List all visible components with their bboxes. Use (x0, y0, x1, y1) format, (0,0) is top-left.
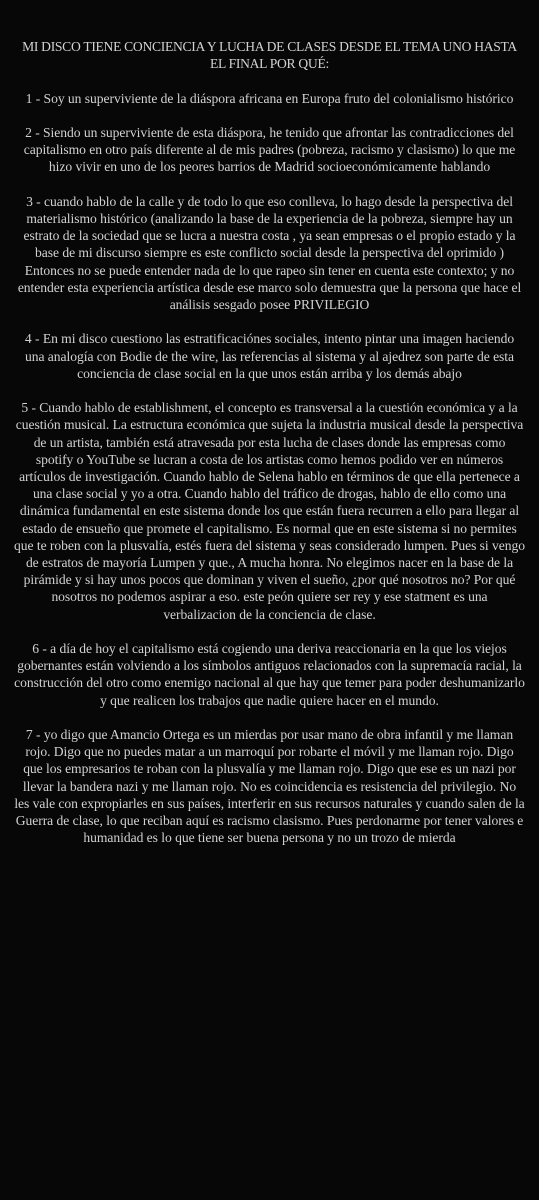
paragraph-6: 6 - a día de hoy el capitalismo está cogiendo una deriva reaccionaria en la que los viejos gobernantes están volviendo a los símbolos antiguos relacionados con la supremacía racial, la construcción del otro como enemigo nacional al que hay que temer para poder deshumanizarlo y que realicen los trabajos que nadie quiere hacer en el mundo. (14, 641, 525, 708)
statement-text (14, 38, 525, 864)
paragraph-7: 7 - yo digo que Amancio Ortega es un mierdas por usar mano de obra infantil y me llaman rojo. Digo que no puedes matar a un marroquí por robarte el móvil y me llaman rojo. Digo que los empresarios te roban con la plusvalía y me llaman rojo. Digo que ese es un nazi por llevar la bandera nazi y me llaman rojo. No es coincidencia es resistencia del privilegio. No les vale con expropiarles en sus países, interferir en sus recursos naturales y cuando salen de la Guerra de clase, lo que reciban aquí es racismo clasismo. Pues perdonarme por tener valores e humanidad es lo que tiene ser buena persona y no un trozo de mierda (14, 727, 525, 846)
statement-title: MI DISCO TIENE CONCIENCIA Y LUCHA DE CLASES DESDE EL TEMA UNO HASTA EL FINAL POR QUÉ: (22, 39, 517, 72)
paragraph-2: 2 - Siendo un superviviente de esta diáspora, he tenido que afrontar las contradicciones del capitalismo en otro país diferente al de mis padres (pobreza, racismo y clasismo) lo que me hizo vivir en uno de los peores barrios de Madrid socioeconómicamente hablando (23, 124, 516, 175)
paragraph-5: 5 - Cuando hablo de establishment, el concepto es transversal a la cuestión económica y a la cuestión musical. La estructura económica que sujeta la industria musical desde la perspectiva de un artista, también está atravesada por esta lucha de clases donde las empresas como spotify o YouTube se lucran a costa de los artistas como hemos podido ver en números artículos de investigación. Cuando hablo de Selena hablo en términos de que ella pertenece a una clase social y yo a otra. Cuando hablo del tráfico de drogas, hablo de ello como una dinámica fundamental en este sistema donde los que están fuera recurren a ello para llegar al estado de ensueño que promete el capitalismo. Es normal que en este sistema si no permites que te roben con la plusvalía, estés fuera del sistema y seas considerado lumpen. Pues si vengo de estratos de mayoría Lumpen y que., A mucha honra. No elegimos nacer en la base de la pirámide y si hay unos pocos que dominan y viven el sueño, ¿por qué nosotros no? Por qué nosotros no podemos aspirar a eso. este peón quiere ser rey y ese statment es una verbalizacion de la conciencia de clase. (14, 400, 525, 622)
paragraph-1: 1 - Soy un superviviente de la diáspora africana en Europa fruto del colonialismo histórico (25, 90, 514, 106)
paragraph-3: 3 - cuando hablo de la calle y de todo lo que eso conlleva, lo hago desde la perspectiva del materialismo histórico (analizando la base de la experiencia de la pobreza, siempre hay un estrato de la sociedad que se lucra a nuestra costa , ya sean empresas o el propio estado y la base de mi discurso siempre es este conflicto social desde la perspectiva del oprimido ) Entonces no se puede entender nada de lo que rapeo sin tener en cuenta este contexto; y no entender esta experiencia artística desde ese marco solo demuestra que la persona que hace el análisis sesgado posee PRIVILEGIO (17, 193, 522, 312)
paragraph-4: 4 - En mi disco cuestiono las estratificaciónes sociales, intento pintar una imagen haciendo una analogía con Bodie de the wire, las referencias al sistema y al ajedrez son parte de esta conciencia de clase social en la que unos están arriba y los demás abajo (24, 331, 515, 381)
